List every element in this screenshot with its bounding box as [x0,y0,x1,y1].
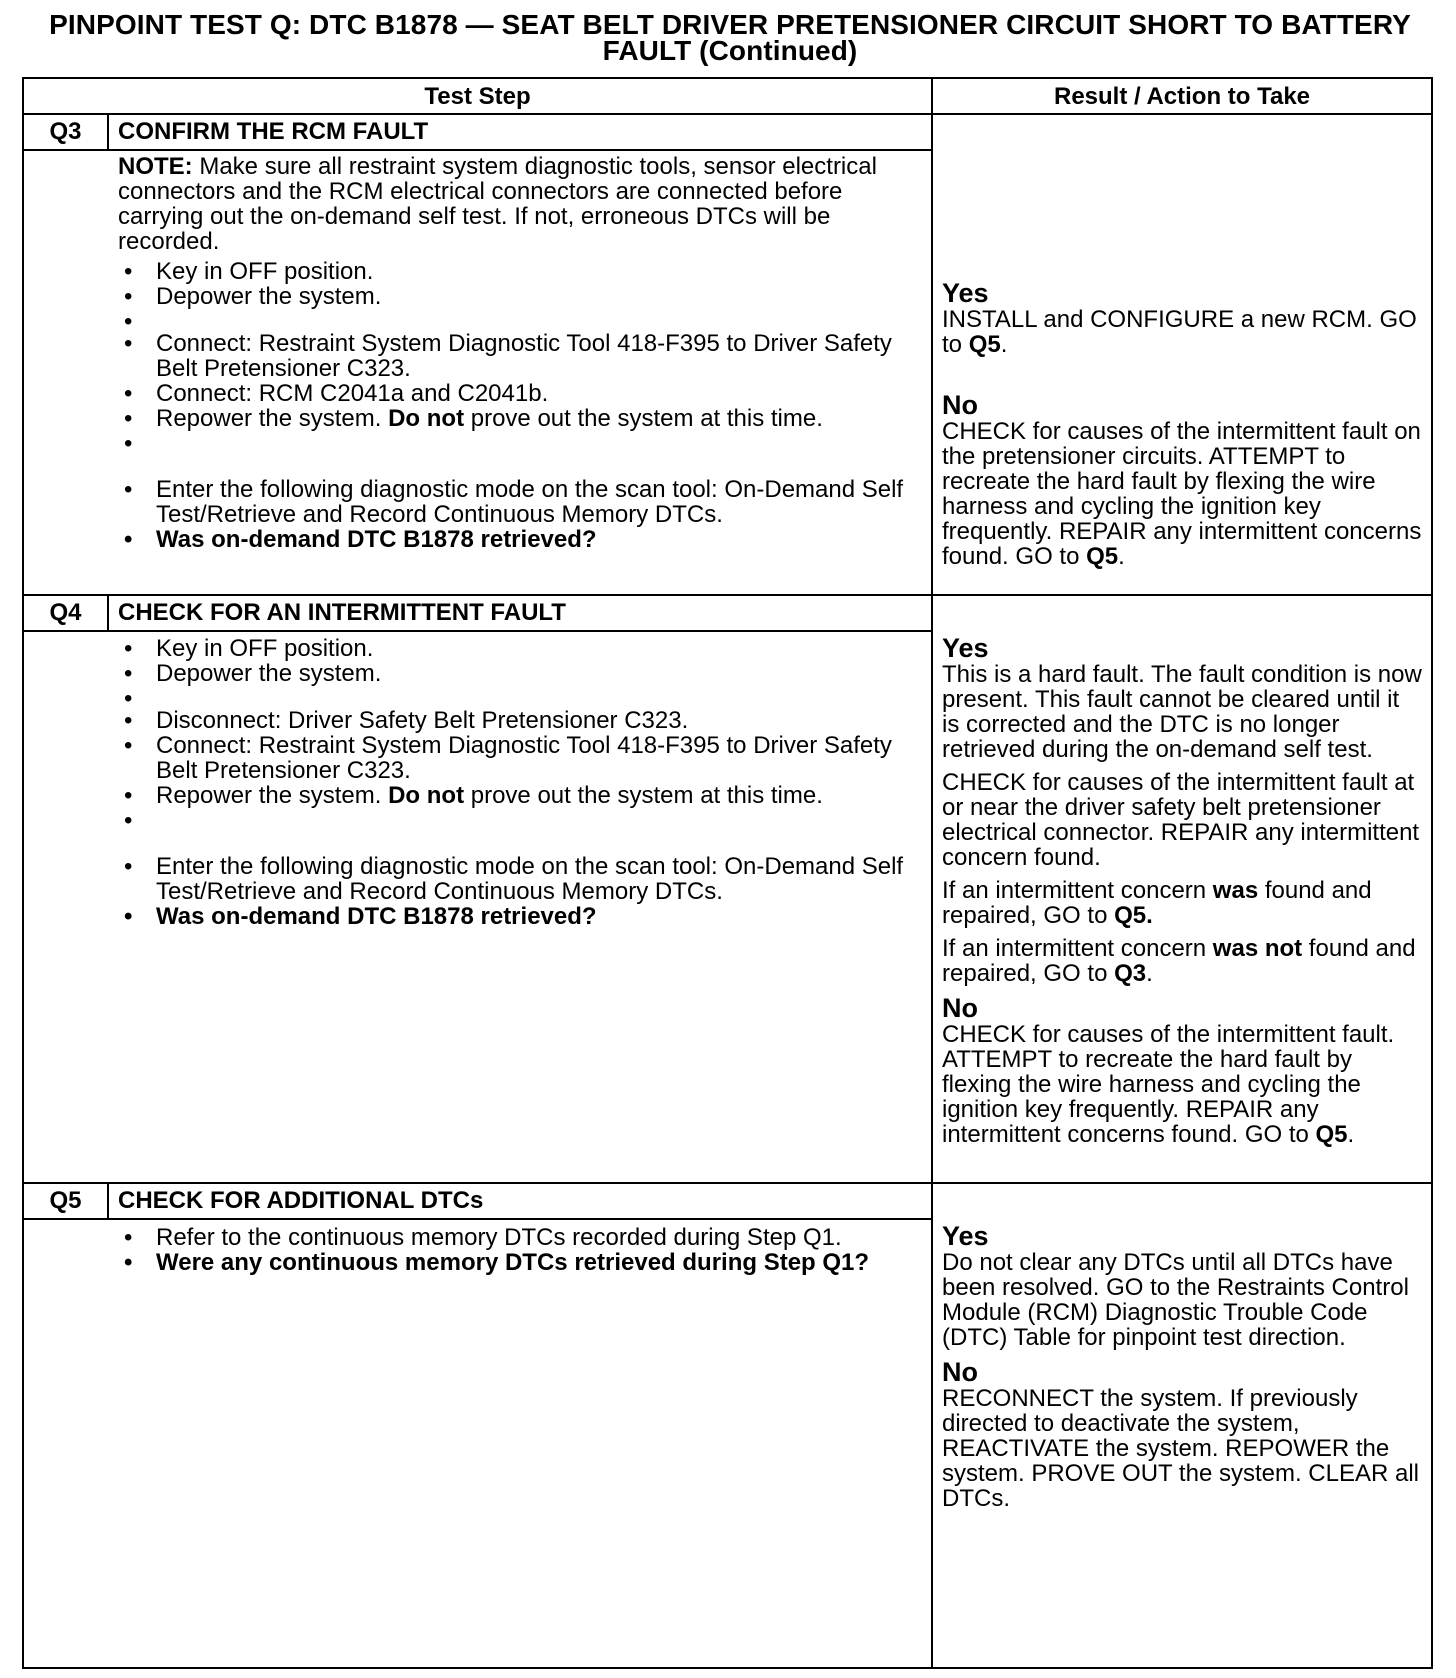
note-text: Make sure all restraint system diagnostic tools, sensor electrical connectors and the RCM electrical connectors are connected before carrying out the on-demand self test. If not, erroneous DTCs will be recorded. [118,153,877,255]
list-item: • Refer to the continuous memory DTCs recorded during Step Q1. [118,1225,918,1250]
list-item: • Repower the system. Do not prove out the system at this time. [118,783,908,808]
header-test-step: Test Step [424,83,531,110]
list-item: • Depower the system. [118,284,908,309]
no-label: No [942,993,978,1023]
spacer [118,808,908,854]
no-label: No [942,390,978,420]
yes-label: Yes [942,633,989,663]
spacer [118,431,908,477]
step-number-q4: Q4 [49,599,82,626]
list-item: • Enter the following diagnostic mode on the scan tool: On-Demand Self Test/Retrieve and Record Continuous Memory DTCs. [118,854,908,904]
page-title-line2: FAULT (Continued) [602,35,858,66]
list-item-question: • Were any continuous memory DTCs retrieved during Step Q1? [118,1250,918,1275]
yes-action: Do not clear any DTCs until all DTCs have been resolved. GO to the Restraints Control Module (RCM) Diagnostic Trouble Code (DTC) Table for pinpoint test direction. [942,1249,1409,1351]
note-label: NOTE: [118,153,193,180]
list-item: • Connect: RCM C2041a and C2041b. [118,381,908,406]
yes-action-p1: This is a hard fault. The fault condition is now present. This fault cannot be cleared until it is corrected and the DTC is no longer retrieved during the on-demand self test. [942,661,1422,763]
yes-action-p3: If an intermittent concern was found and repaired, GO to Q5. [942,877,1372,929]
column-divider [931,79,933,1667]
q3-steps-list [118,259,908,552]
list-item: • Depower the system. [118,661,908,686]
q4-num-divider [107,594,109,631]
step-number-q3: Q3 [49,118,82,145]
step-number-q5: Q5 [49,1187,82,1214]
q4-steps-list [118,636,908,929]
q4-result [942,634,1422,1147]
q5-steps-list [118,1225,918,1275]
page-title-line1: PINPOINT TEST Q: DTC B1878 — SEAT BELT DRIVER PRETENSIONER CIRCUIT SHORT TO BATTERY [49,9,1411,40]
no-action: RECONNECT the system. If previously directed to deactivate the system, REACTIVATE the system. REPOWER the system. PROVE OUT the system. CLEAR all DTCs. [942,1385,1420,1512]
spacer [118,309,908,331]
page-title [20,9,1440,66]
q5-result [942,1222,1427,1511]
yes-label: Yes [942,278,989,308]
list-item: • Connect: Restraint System Diagnostic Tool 418-F395 to Driver Safety Belt Pretensioner C323. [118,733,908,783]
step-title-q5: CHECK FOR ADDITIONAL DTCs [118,1187,484,1214]
header-result-action: Result / Action to Take [1053,83,1311,110]
row-divider-q3-q4 [24,594,1431,596]
q3-num-divider [107,113,109,150]
list-item: • Disconnect: Driver Safety Belt Pretensioner C323. [118,708,908,733]
list-item: • Enter the following diagnostic mode on the scan tool: On-Demand Self Test/Retrieve and Record Continuous Memory DTCs. [118,477,908,527]
step-title-q4: CHECK FOR AN INTERMITTENT FAULT [118,599,566,626]
list-item: • Key in OFF position. [118,259,908,284]
q3-result [942,279,1422,569]
q4-title-underline [24,630,931,632]
list-item-question: • Was on-demand DTC B1878 retrieved? [118,904,908,929]
list-item: • Key in OFF position. [118,636,908,661]
yes-label: Yes [942,1221,989,1251]
no-label: No [942,1357,978,1387]
yes-action-p4: If an intermittent concern was not found and repaired, GO to Q3. [942,935,1416,987]
spacer [118,686,908,708]
list-item: • Repower the system. Do not prove out the system at this time. [118,406,908,431]
yes-action-p2: CHECK for causes of the intermittent fault at or near the driver safety belt pretensioner electrical connector. REPAIR any intermittent concern found. [942,769,1420,871]
q5-num-divider [107,1182,109,1219]
step-title-q3: CONFIRM THE RCM FAULT [118,118,429,145]
yes-action: INSTALL and CONFIGURE a new RCM. GO to Q5. [942,306,1417,358]
list-item-question: • Was on-demand DTC B1878 retrieved? [118,527,908,552]
q5-title-underline [24,1218,931,1220]
q3-title-underline [24,149,931,151]
q3-note [118,154,908,254]
pinpoint-test-table [22,77,1433,1669]
list-item: • Connect: Restraint System Diagnostic Tool 418-F395 to Driver Safety Belt Pretensioner C323. [118,331,908,381]
no-action: CHECK for causes of the intermittent fault on the pretensioner circuits. ATTEMPT to recreate the hard fault by flexing the wire harness and cycling the ignition key frequently. REPAIR any intermittent concerns found. GO to Q5. [942,418,1422,570]
row-divider-q4-q5 [24,1182,1431,1184]
no-action: CHECK for causes of the intermittent fault. ATTEMPT to recreate the hard fault by flexing the wire harness and cycling the ignition key frequently. REPAIR any intermittent concerns found. GO to Q5. [942,1021,1395,1148]
